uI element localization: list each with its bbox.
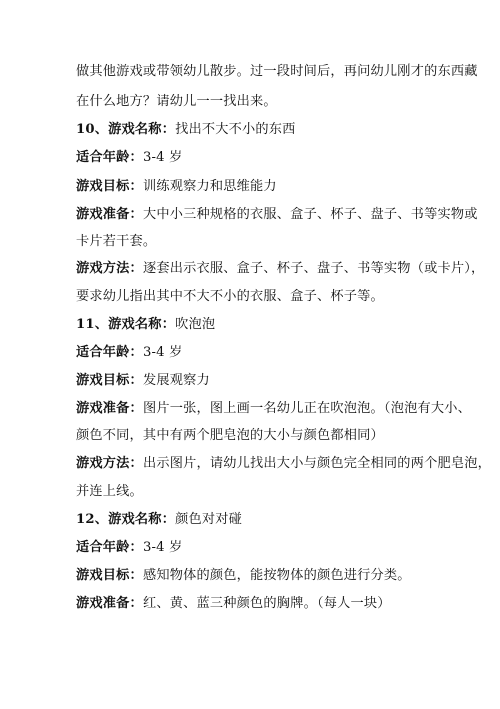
line-text: 出示图片，请幼儿找出大小与颜色完全相同的两个肥皂泡， — [142, 456, 492, 471]
goal-line — [76, 178, 277, 196]
goal-line — [76, 372, 210, 390]
game-title-line — [76, 316, 215, 334]
line-label: 适合年龄： — [76, 345, 143, 360]
method-line — [76, 260, 484, 278]
age-line — [76, 149, 183, 167]
line-label: 游戏目标： — [76, 373, 143, 388]
line-text: 红、黄、蓝三种颜色的胸牌。（每人一块） — [142, 596, 391, 611]
line-text: 大中小三种规格的衣服、盒子、杯子、盘子、书等实物或 — [142, 207, 478, 222]
preparation-line — [76, 400, 471, 418]
line-label: 游戏目标： — [76, 568, 143, 583]
line-text: 感知物体的颜色，能按物体的颜色进行分类。 — [142, 568, 411, 583]
line-text: 逐套出示衣服、盒子、杯子、盘子、书等实物（或卡片）， — [142, 261, 485, 276]
line-text: 吹泡泡 — [175, 317, 216, 332]
preparation-line — [76, 206, 478, 224]
line-text: 在什么地方？请幼儿一一找出来。 — [76, 94, 277, 109]
text-line — [76, 427, 384, 445]
line-label: 游戏方法： — [76, 261, 143, 276]
line-text: 图片一张，图上画一名幼儿正在吹泡泡。（泡泡有大小、 — [142, 401, 472, 416]
text-line — [76, 63, 478, 81]
text-line — [76, 233, 156, 251]
line-text: 找出不大不小的东西 — [175, 122, 296, 137]
line-text: 并连上线。 — [76, 484, 143, 499]
line-label: 10、游戏名称： — [76, 122, 176, 137]
line-label: 11、游戏名称： — [76, 317, 176, 332]
line-text: 颜色对对碰 — [175, 512, 243, 527]
game-title-line — [76, 511, 242, 529]
game-title-line — [76, 121, 296, 139]
line-label: 12、游戏名称： — [76, 512, 176, 527]
line-label: 游戏准备： — [76, 596, 143, 611]
line-label: 游戏准备： — [76, 401, 143, 416]
line-text: 卡片若干套。 — [76, 234, 157, 249]
age-line — [76, 539, 183, 557]
line-label: 游戏准备： — [76, 207, 143, 222]
line-text: 颜色不同，其中有两个肥皂泡的大小与颜色都相同） — [76, 428, 384, 443]
method-line — [76, 455, 491, 473]
line-text: 发展观察力 — [142, 373, 210, 388]
line-text: 训练观察力和思维能力 — [142, 179, 277, 194]
line-label: 游戏目标： — [76, 179, 143, 194]
line-text: 做其他游戏或带领幼儿散步。过一段时间后，再问幼儿刚才的东西藏 — [76, 64, 478, 79]
line-label: 适合年龄： — [76, 150, 143, 165]
line-text: 3-4 岁 — [142, 540, 183, 555]
line-text: 3-4 岁 — [142, 345, 183, 360]
line-text: 要求幼儿指出其中不大不小的衣服、盒子、杯子等。 — [76, 289, 384, 304]
text-line — [76, 288, 384, 306]
text-line — [76, 483, 143, 501]
text-line — [76, 93, 277, 111]
preparation-line — [76, 595, 391, 613]
age-line — [76, 344, 183, 362]
line-label: 游戏方法： — [76, 456, 143, 471]
goal-line — [76, 567, 411, 585]
line-text: 3-4 岁 — [142, 150, 183, 165]
line-label: 适合年龄： — [76, 540, 143, 555]
